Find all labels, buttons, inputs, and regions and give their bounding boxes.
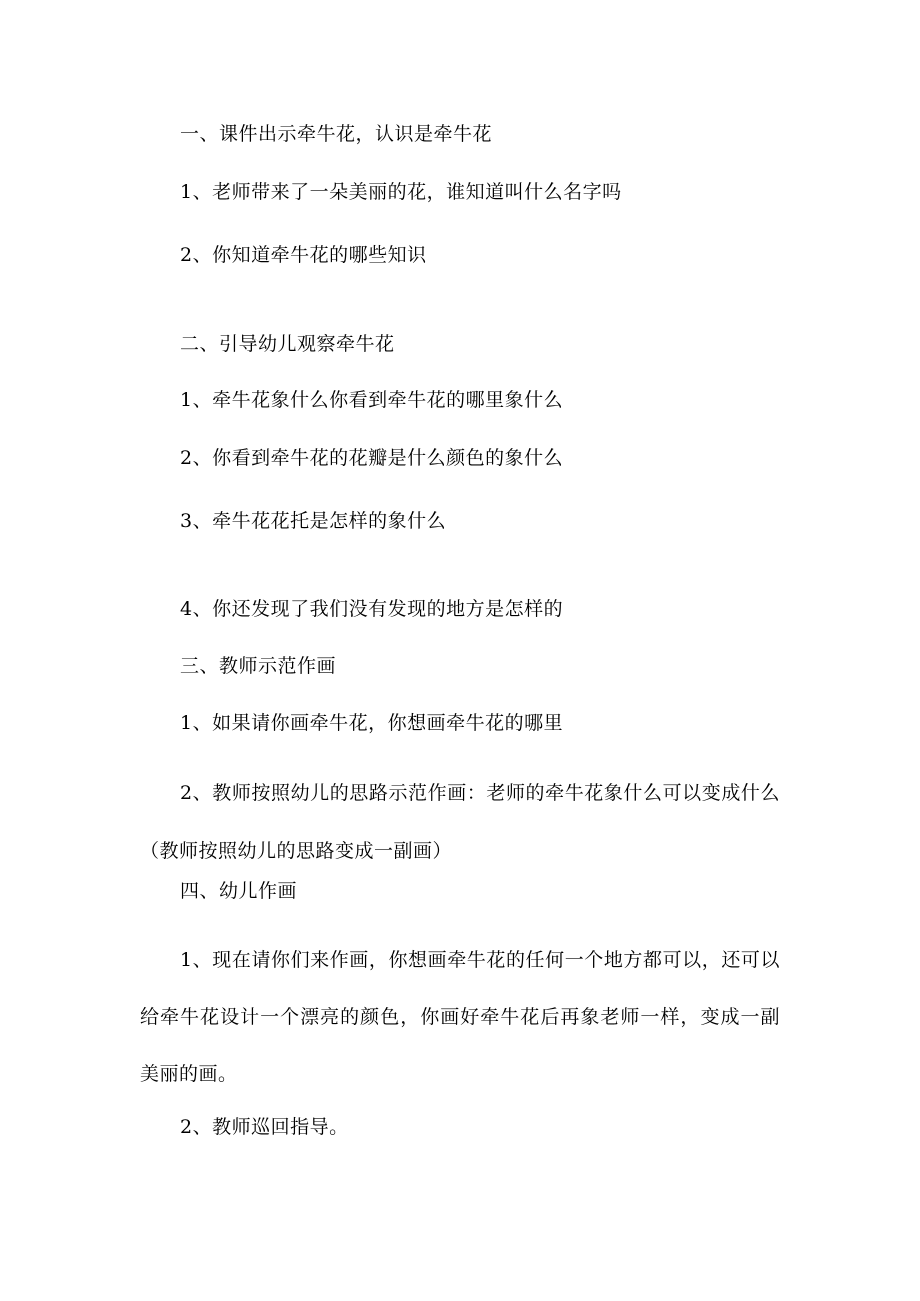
section-2-item-3: 3、牵牛花花托是怎样的象什么 — [180, 510, 447, 532]
section-4-item-2: 2、教师巡回指导。 — [180, 1116, 349, 1138]
section-4-item-1: 1、现在请你们来作画，你想画牵牛花的任何一个地方都可以，还可以给牵牛花设计一个漂亮的颜色，你画好牵牛花后再象老师一样，变成一副美丽的画。 — [140, 949, 780, 1085]
section-2-item-1: 1、牵牛花象什么你看到牵牛花的哪里象什么 — [180, 389, 564, 411]
section-3-item-1: 1、如果请你画牵牛花，你想画牵牛花的哪里 — [180, 712, 564, 734]
section-3-heading: 三、教师示范作画 — [180, 655, 337, 677]
section-1-item-1: 1、老师带来了一朵美丽的花，谁知道叫什么名字吗 — [180, 181, 622, 203]
section-2-item-2: 2、你看到牵牛花的花瓣是什么颜色的象什么 — [180, 447, 564, 469]
section-3-item-2: 2、教师按照幼儿的思路示范作画：老师的牵牛花象什么可以变成什么（教师按照幼儿的思路变成一副画） — [140, 782, 780, 862]
section-1-item-2: 2、你知道牵牛花的哪些知识 — [180, 244, 427, 266]
section-4-heading: 四、幼儿作画 — [180, 880, 298, 902]
section-2-heading: 二、引导幼儿观察牵牛花 — [180, 333, 395, 355]
section-1-heading: 一、课件出示牵牛花，认识是牵牛花 — [180, 123, 493, 145]
section-2-item-4: 4、你还发现了我们没有发现的地方是怎样的 — [180, 598, 564, 620]
